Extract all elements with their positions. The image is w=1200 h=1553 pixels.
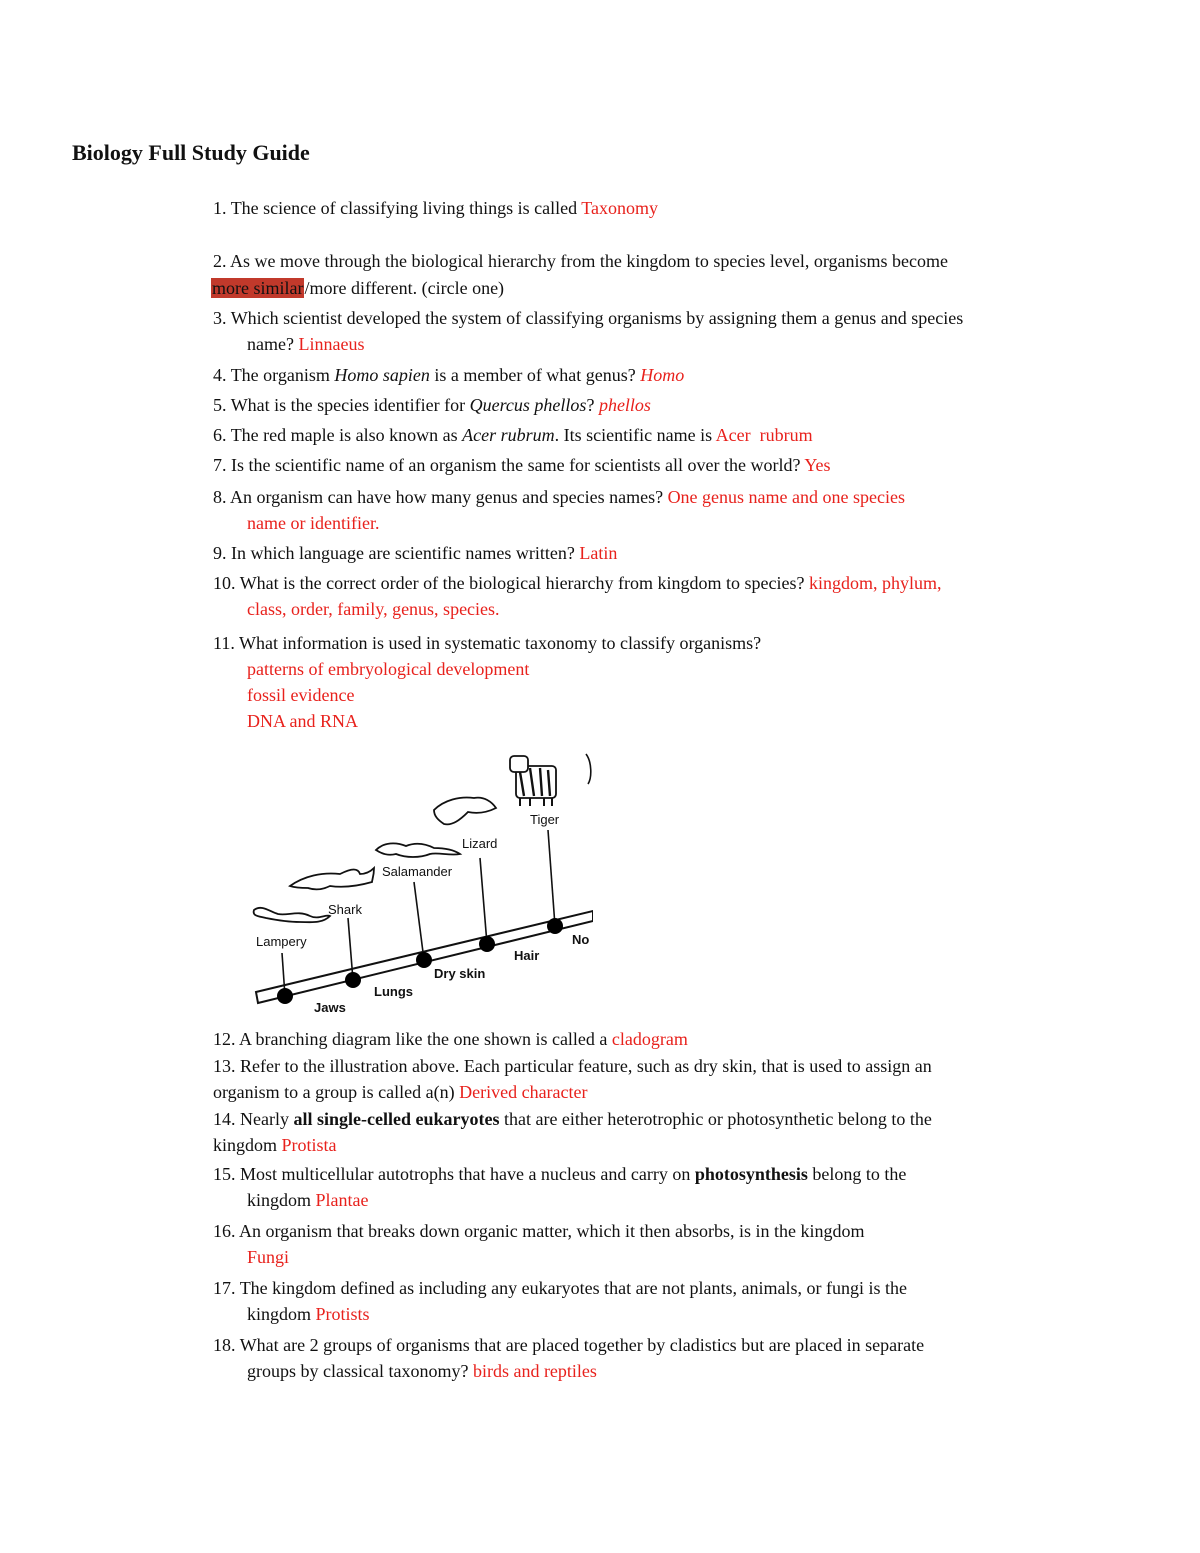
question-number: 4. [213, 365, 227, 385]
question-4 [213, 362, 1143, 388]
question-number: 6. [213, 425, 227, 445]
answer-item: fossil evidence [247, 685, 355, 705]
question-5 [213, 392, 1143, 418]
organism-label: Lampery [256, 934, 307, 949]
branch-line [480, 858, 487, 944]
question-text: A branching diagram like the one shown is called a [239, 1029, 608, 1049]
trait-node [547, 918, 563, 934]
question-text-2: kingdom [247, 1304, 312, 1324]
tiger-icon [510, 756, 556, 806]
question-2-options [211, 275, 1141, 301]
question-number: 16. [213, 1221, 236, 1241]
trait-node [479, 936, 495, 952]
question-number: 3. [213, 308, 227, 328]
question-text-2: kingdom [247, 1190, 312, 1210]
answer-item: DNA and RNA [247, 711, 358, 731]
question-6 [213, 422, 1143, 448]
trait-label: Lungs [374, 984, 413, 999]
question-8 [213, 484, 1143, 536]
bold-term: all single-celled eukaryotes [293, 1109, 500, 1129]
organism-label: Tiger [530, 812, 560, 827]
question-text: In which language are scientific names written? [231, 543, 575, 563]
question-15 [213, 1161, 1143, 1213]
answer: Linnaeus [298, 334, 365, 354]
answer: Yes [804, 455, 831, 475]
question-text: Which scientist developed the system of classifying organisms by assigning them a genus and species [230, 308, 964, 328]
question-number: 2. [213, 251, 227, 271]
question-number: 12. [213, 1029, 236, 1049]
question-number: 11. [213, 633, 235, 653]
question-2 [213, 248, 1143, 274]
question-text-2: name? [247, 334, 294, 354]
branch-line [414, 882, 424, 960]
question-text: What are 2 groups of organisms that are placed together by cladistics but are placed in separate [239, 1335, 925, 1355]
answer: birds and reptiles [472, 1361, 597, 1381]
question-16 [213, 1218, 1143, 1270]
question-text-2: kingdom [213, 1135, 278, 1155]
organism-label: Lizard [462, 836, 498, 851]
question-17 [213, 1275, 1143, 1327]
answer: One genus name and one species [667, 487, 905, 507]
answer: cladogram [611, 1029, 688, 1049]
question-text: What information is used in systematic taxonomy to classify organisms? [239, 633, 762, 653]
question-text: The organism [230, 365, 330, 385]
answer: Homo [640, 365, 685, 385]
answer: Protists [315, 1304, 370, 1324]
trait-node [416, 952, 432, 968]
species-name: Homo sapien [334, 365, 430, 385]
question-text-rest: /more different. (circle one) [304, 278, 505, 298]
question-number: 17. [213, 1278, 236, 1298]
question-9 [213, 540, 1143, 566]
question-number: 9. [213, 543, 227, 563]
trait-node [277, 988, 293, 1004]
question-13 [213, 1053, 1143, 1105]
question-number: 1. [213, 198, 227, 218]
question-text: The science of classifying living things is called [230, 198, 578, 218]
answer: Fungi [247, 1247, 290, 1267]
answer: phellos [598, 395, 651, 415]
question-text: As we move through the biological hierarchy from the kingdom to species level, organisms become [230, 251, 949, 271]
species-name: Acer rubrum [462, 425, 555, 445]
question-text: The kingdom defined as including any eukaryotes that are not plants, animals, or fungi is the [239, 1278, 908, 1298]
bold-term: photosynthesis [694, 1164, 808, 1184]
question-number: 14. [213, 1109, 236, 1129]
salamander-icon [376, 843, 460, 857]
answer-2: class, order, family, genus, species. [247, 599, 500, 619]
question-text: that are either heterotrophic or photosynthetic belong to the [503, 1109, 932, 1129]
question-text: What is the species identifier for [230, 395, 466, 415]
organism-label: Shark [328, 902, 362, 917]
question-text: . Its scientific name is [554, 425, 713, 445]
question-text: Is the scientific name of an organism the same for scientists all over the world? [231, 455, 801, 475]
question-text: What is the correct order of the biological hierarchy from kingdom to species? [239, 573, 805, 593]
question-12 [213, 1026, 1143, 1052]
question-1 [213, 195, 1143, 221]
question-text: ? [586, 395, 595, 415]
question-number: 18. [213, 1335, 236, 1355]
trait-node [345, 972, 361, 988]
answer: Taxonomy [581, 198, 659, 218]
highlighted-answer: more similar [212, 278, 304, 298]
question-text-2: organism to a group is called a(n) [213, 1082, 455, 1102]
question-7 [213, 452, 1143, 478]
question-18 [213, 1332, 1143, 1384]
shark-icon [290, 868, 374, 889]
question-number: 7. [213, 455, 227, 475]
trait-label: Dry skin [434, 966, 486, 981]
question-text: is a member of what genus? [434, 365, 636, 385]
cladogram-diagram [248, 738, 593, 1018]
question-text: Refer to the illustration above. Each particular feature, such as dry skin, that is used to assign an [240, 1056, 932, 1076]
trait-label: No [572, 932, 590, 947]
answer: Derived character [459, 1082, 588, 1102]
question-number: 13. [213, 1056, 236, 1076]
lizard-icon [434, 798, 496, 825]
question-text: Most multicellular autotrophs that have a nucleus and carry on [240, 1164, 691, 1184]
question-text: Nearly [240, 1109, 289, 1129]
question-number: 5. [213, 395, 227, 415]
question-text: The red maple is also known as [230, 425, 458, 445]
question-text: An organism that breaks down organic matter, which it then absorbs, is in the kingdom [239, 1221, 865, 1241]
question-number: 8. [213, 487, 227, 507]
question-14 [213, 1106, 1143, 1158]
branch-line [548, 830, 555, 926]
answer-item: patterns of embryological development [247, 659, 530, 679]
trait-label: Hair [514, 948, 540, 963]
trait-label: Jaws [314, 1000, 346, 1015]
question-3 [213, 305, 1143, 357]
organism-label: Salamander [382, 864, 453, 879]
answer: Latin [579, 543, 618, 563]
lamprey-icon [254, 908, 330, 922]
question-number: 10. [213, 573, 236, 593]
answer: Acer rubrum [715, 425, 813, 445]
page-title: Biology Full Study Guide [72, 140, 310, 165]
question-text: belong to the [812, 1164, 907, 1184]
answer: Protista [281, 1135, 337, 1155]
question-11 [213, 630, 1143, 734]
question-10 [213, 570, 1143, 622]
question-text-2: groups by classical taxonomy? [247, 1361, 469, 1381]
question-number: 15. [213, 1164, 236, 1184]
answer: kingdom, phylum, [808, 573, 942, 593]
answer: Plantae [315, 1190, 369, 1210]
cropped-organism-icon [586, 754, 591, 784]
answer-2: name or identifier. [247, 513, 380, 533]
question-text: An organism can have how many genus and species names? [230, 487, 664, 507]
species-name: Quercus phellos [469, 395, 587, 415]
